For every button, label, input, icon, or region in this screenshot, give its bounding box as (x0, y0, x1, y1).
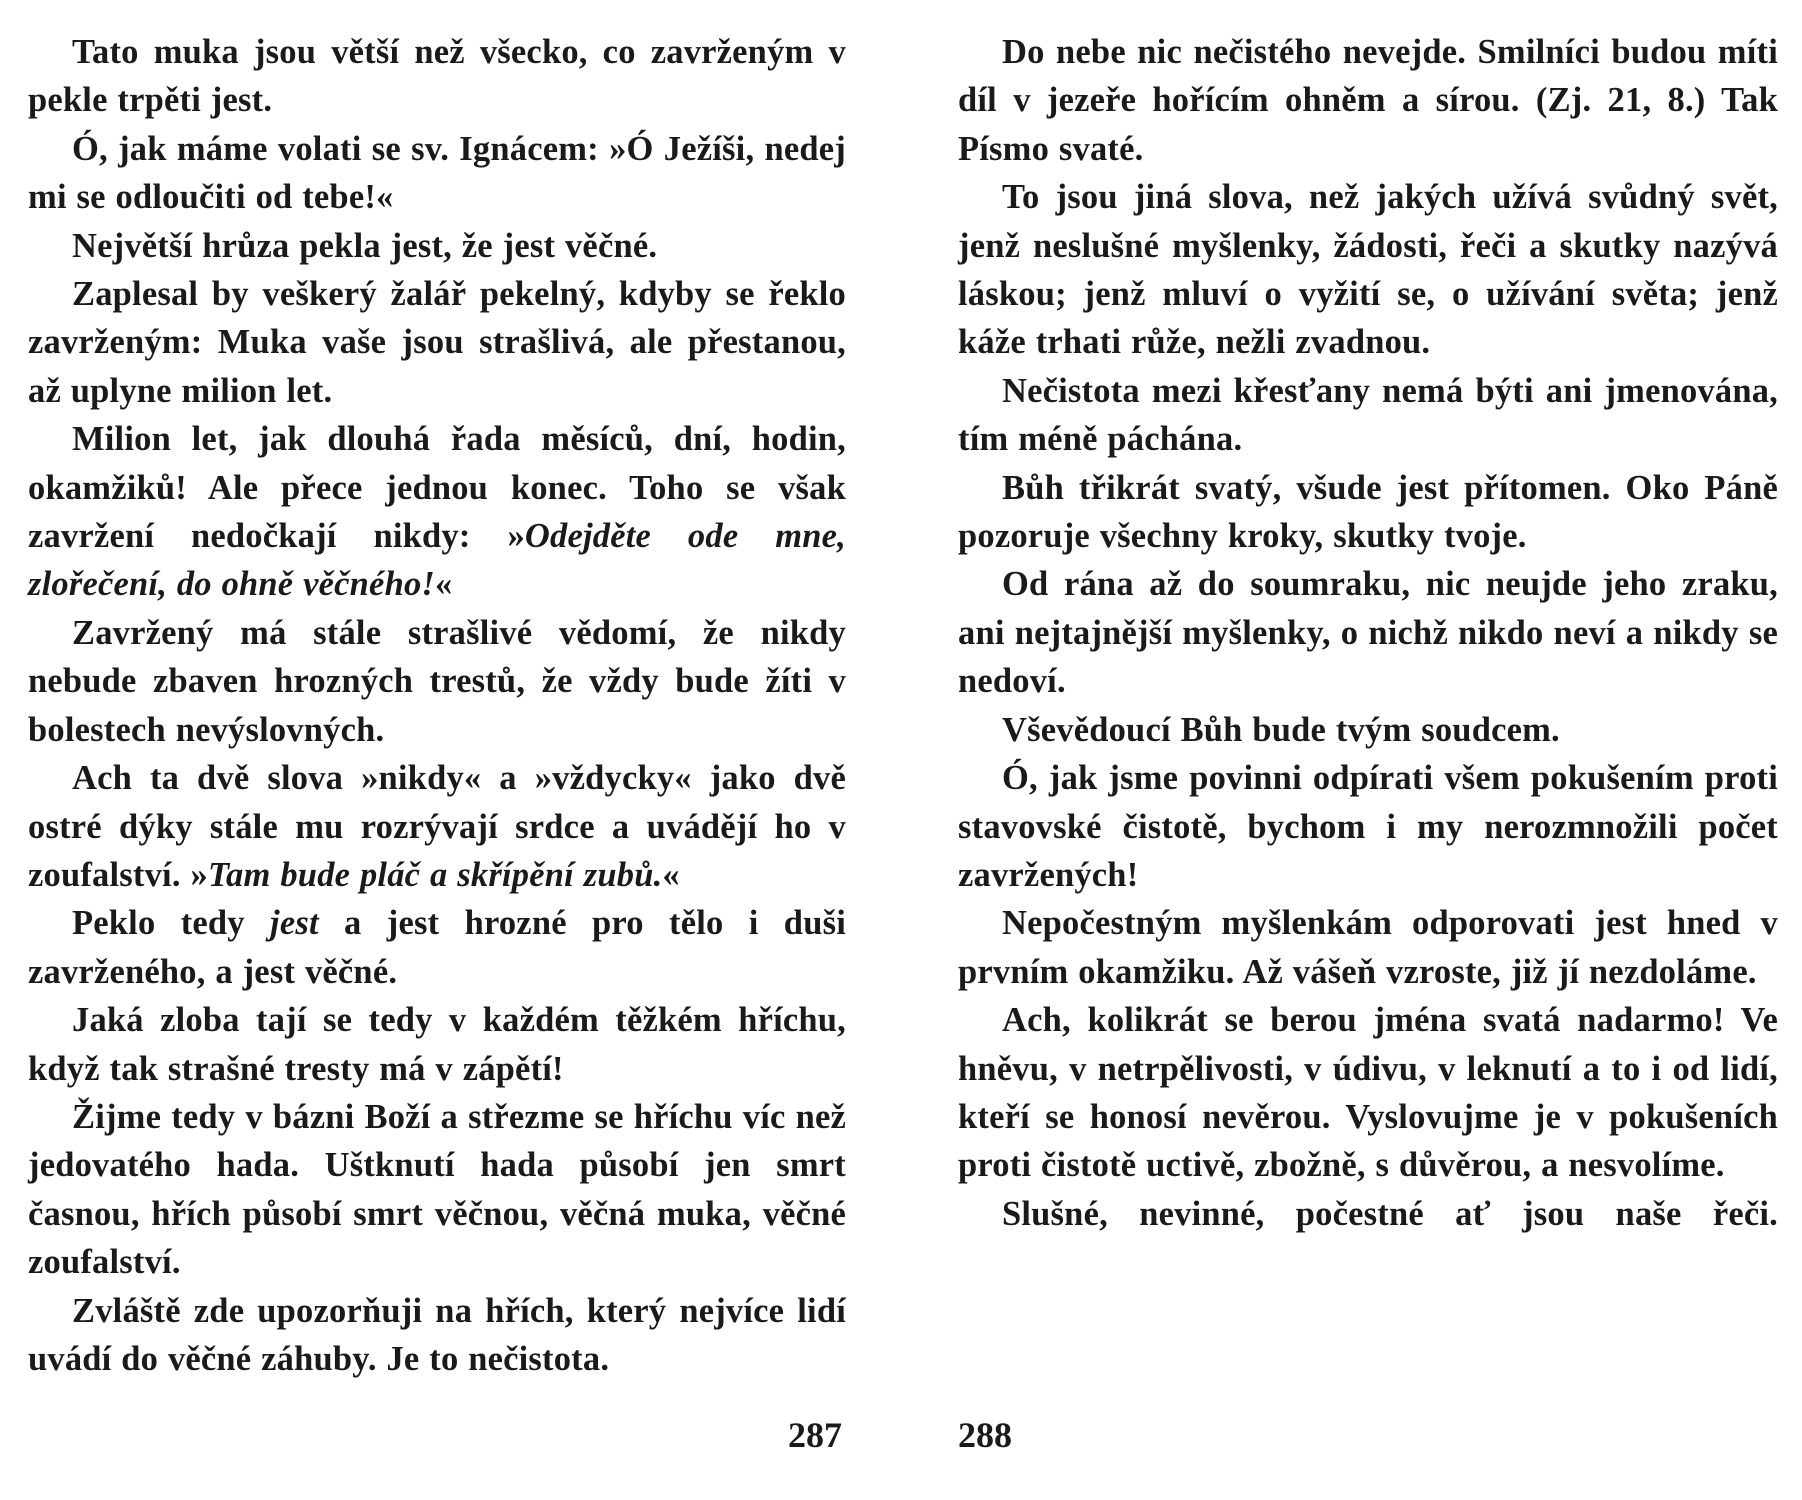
paragraph: Zavržený má stále strašlivé vědomí, že nikdy nebude zbaven hrozných trestů, že vždy bude žíti v bolestech nevýslovných. (28, 613, 846, 749)
paragraph: Ó, jak máme volati se sv. Ignácem: »Ó Ježíši, nedej mi se odloučiti od tebe!« (28, 129, 846, 217)
paragraph: To jsou jiná slova, než jakých užívá svůdný svět, jenž neslušné myšlenky, žádosti, řeči a skutky nazývá láskou; jenž mluví o vyžití se, o užívání světa; jenž káže trhati růže, nežli zvadnou. (958, 178, 1778, 362)
paragraph: Zvláště zde upozorňuji na hřích, který nejvíce lidí uvádí do věčné záhuby. Je to nečistota. (28, 1291, 846, 1378)
paragraph: Největší hrůza pekla jest, že jest věčné. (72, 226, 658, 265)
paragraph: Ach, kolikrát se berou jména svatá nadarmo! Ve hněvu, v netrpělivosti, v údivu, v leknutí a to i od lidí, kteří se honosí nevěrou. Vyslovujme je v pokušeních proti čistotě uctivě, zbožně, s důvěrou, a nesvolíme. (958, 1001, 1778, 1185)
text-run: « (662, 855, 680, 894)
paragraph: Do nebe nic nečistého nevejde. Smilníci budou míti díl v jezeře hořícím ohněm a sírou. (Zj. 21, 8.) Tak Písmo svaté. (958, 33, 1778, 168)
paragraph: Ó, jak jsme povinni odpírati všem pokušením proti stavovské čistotě, bychom i my nerozmnožili počet zavržených! (958, 759, 1778, 894)
paragraph: Tato muka jsou větší než všecko, co zavrženým v pekle trpěti jest. (28, 33, 846, 120)
left-page (28, 28, 846, 1383)
text-run: Peklo tedy (72, 904, 271, 943)
paragraph: Vševědoucí Bůh bude tvým soudcem. (1002, 710, 1560, 749)
paragraph (28, 754, 846, 899)
page-number-right: 288 (958, 1415, 1012, 1455)
text-run: Ach ta dvě slova »nikdy« a »vždycky« jako dvě ostré dýky stále mu rozrývají srdce a uvádějí ho v zoufalství. » (28, 759, 846, 894)
paragraph: Žijme tedy v bázni Boží a střezme se hříchu víc než jedovatého hada. Uštknutí hada působí jen smrt časnou, hřích působí smrt věčnou, věčná muka, věčné zoufalství. (28, 1097, 846, 1282)
italic-emphasis: jest (270, 904, 319, 943)
paragraph: Nepočestným myšlenkám odporovati jest hned v prvním okamžiku. Až vášeň vzroste, již jí nezdoláme. (958, 904, 1778, 991)
italic-quote: Odejděte ode mne, zlořečení, do ohně věčného! (28, 517, 846, 604)
paragraph: Od rána až do soumraku, nic neujde jeho zraku, ani nejtajnější myšlenky, o nichž nikdo neví a nikdy se nedoví. (958, 565, 1778, 701)
text-run: « (435, 565, 453, 604)
right-page (958, 28, 1778, 1238)
paragraph: Slušné, nevinné, počestné ať jsou naše řeči. (1002, 1194, 1778, 1233)
italic-quote: Tam bude pláč a skřípění zubů. (207, 855, 663, 894)
paragraph: Bůh třikrát svatý, všude jest přítomen. Oko Páně pozoruje všechny kroky, skutky tvoje. (958, 468, 1778, 556)
text-run: a jest hrozné pro tělo i duši zavrženého, a jest věčné. (28, 904, 846, 991)
paragraph (28, 899, 846, 996)
paragraph: Nečistota mezi křesťany nemá býti ani jmenována, tím méně páchána. (958, 371, 1778, 459)
page-number-left: 287 (788, 1415, 842, 1455)
paragraph: Zaplesal by veškerý žalář pekelný, kdyby se řeklo zavrženým: Muka vaše jsou strašlivá, ale přestanou, až uplyne milion let. (28, 275, 846, 410)
text-run: Milion let, jak dlouhá řada měsíců, dní, hodin, okamžiků! Ale přece jednou konec. Toho se však zavržení nedočkají nikdy: » (28, 420, 846, 556)
paragraph: Jaká zloba tají se tedy v každém těžkém hříchu, když tak strašné tresty má v zápětí! (28, 1001, 846, 1088)
paragraph (28, 415, 846, 609)
